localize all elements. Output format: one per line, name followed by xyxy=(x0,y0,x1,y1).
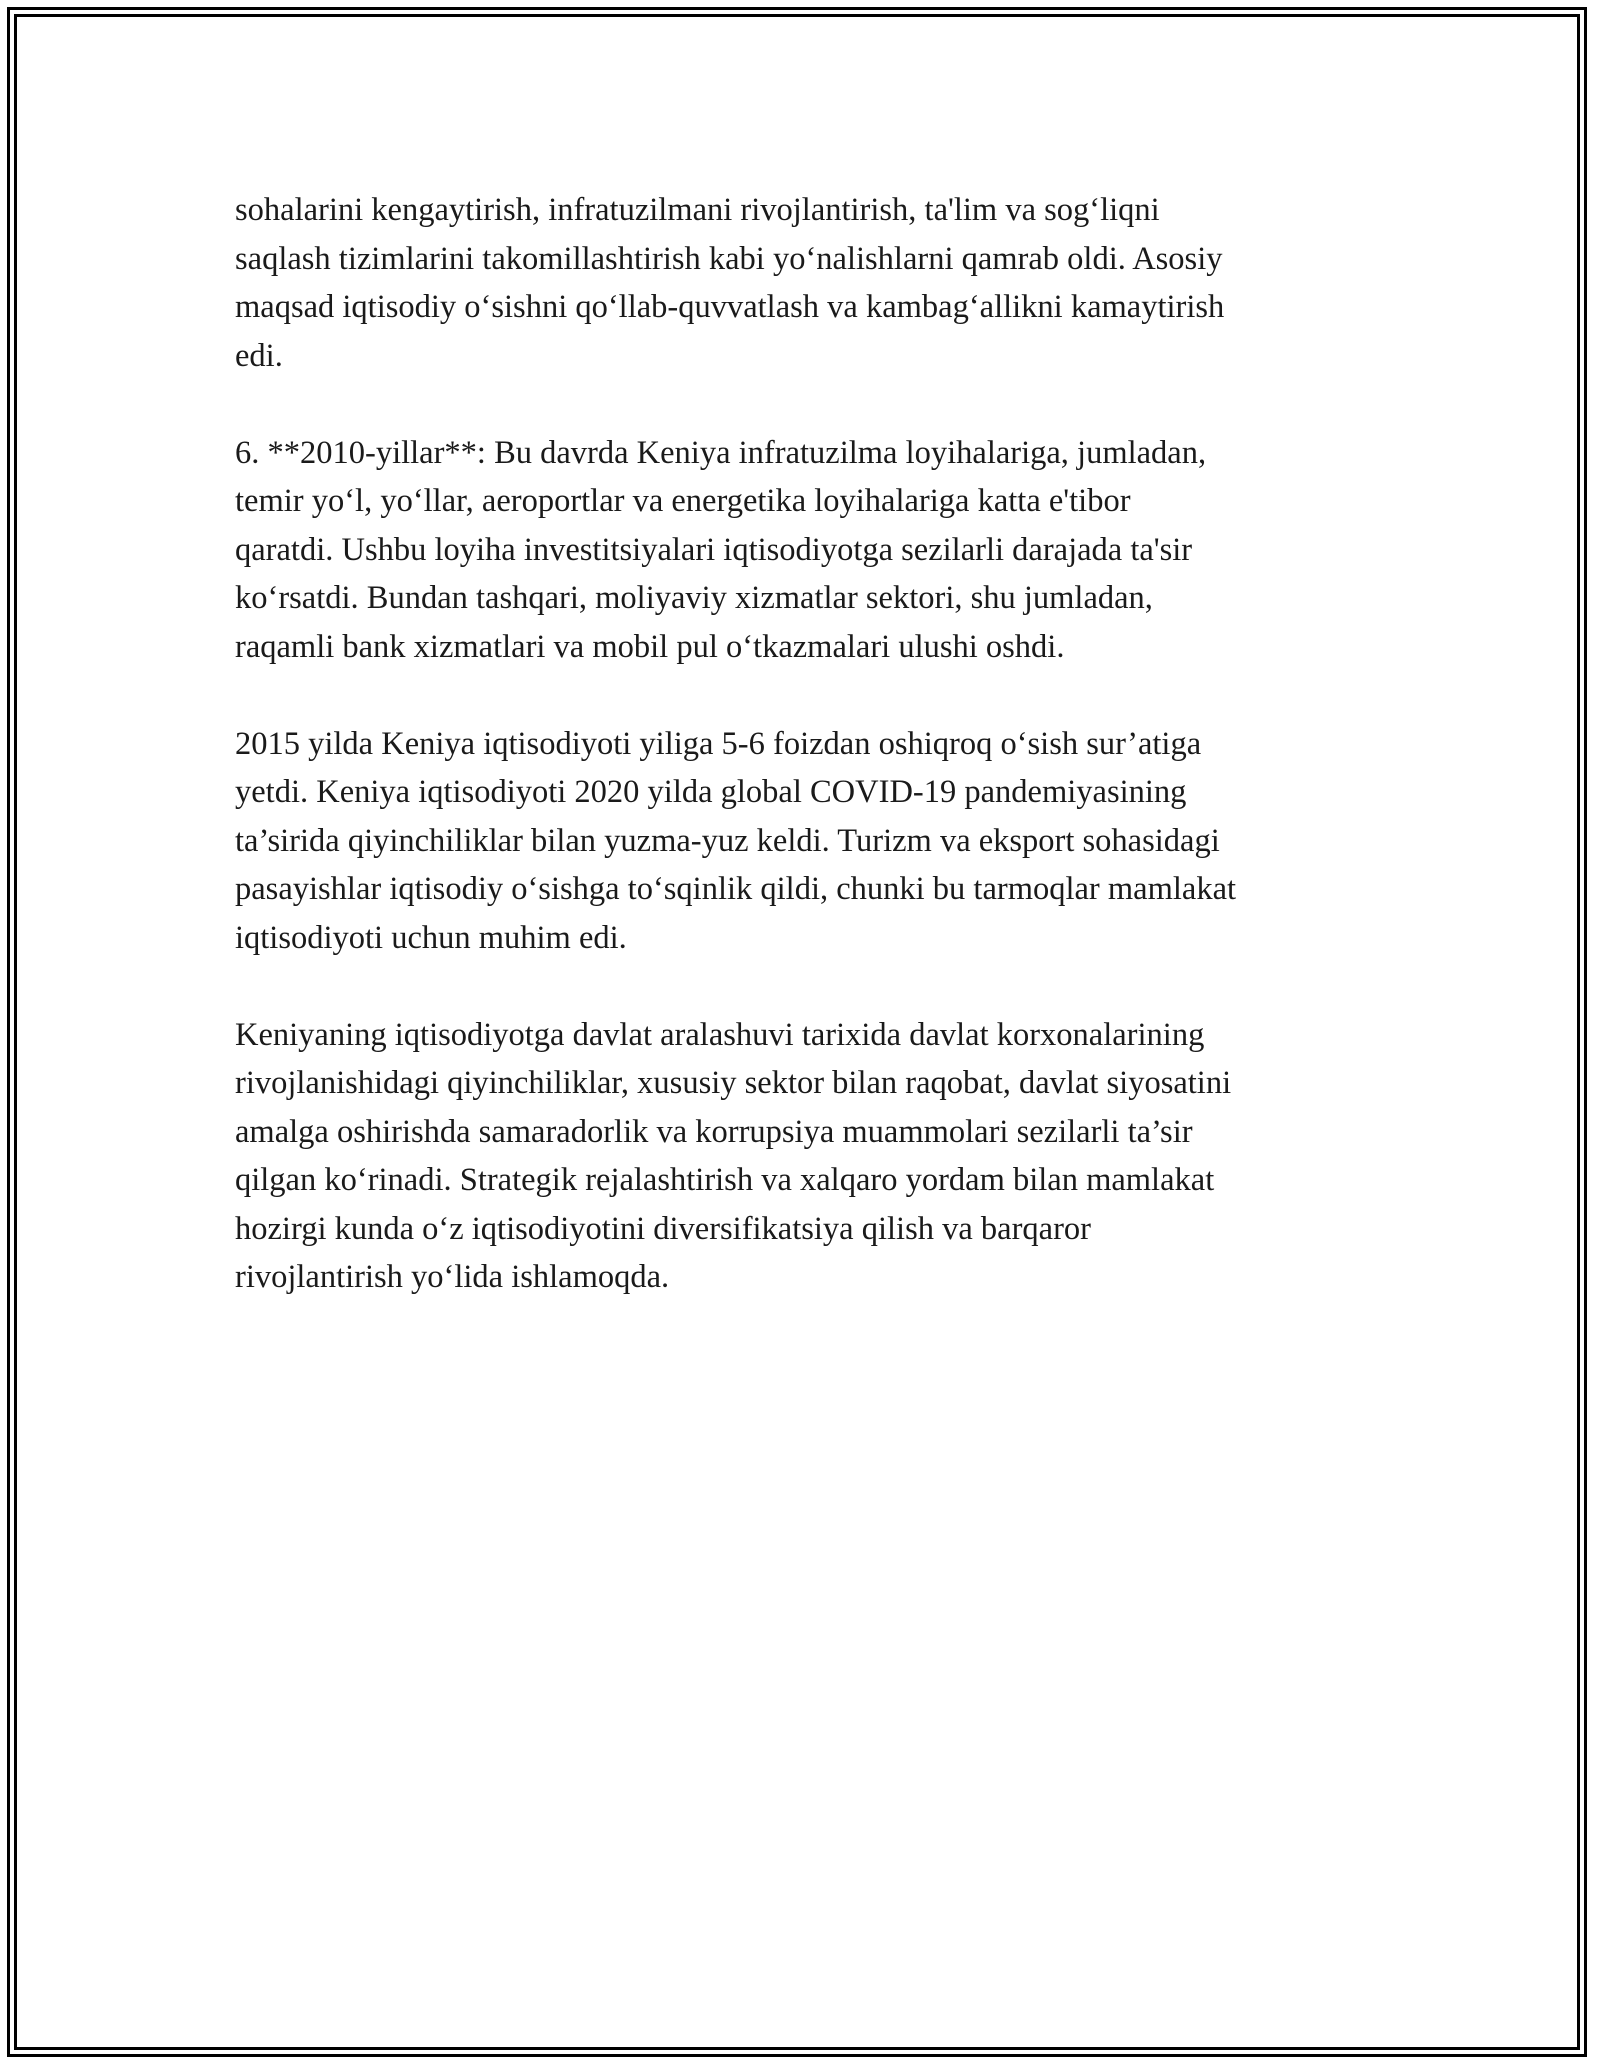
paragraph-4: Keniyaning iqtisodiyotga davlat aralashuvi tarixida davlat korxonalarining rivojlanishidagi qiyinchiliklar, xususiy sektor bilan raqobat, davlat siyosatini amalga oshirishda samaradorlik va korrupsiya muammolari sezilarli ta’sir qilgan ko‘rinadi. Strategik rejalashtirish va xalqaro yordam bilan mamlakat hozirgi kunda o‘z iqtisodiyotini diversifikatsiya qilish va barqaror rivojlantirish yo‘lida ishlamoqda. xyxy=(235,1016,1232,1295)
paragraph-3: 2015 yilda Keniya iqtisodiyoti yiliga 5-6 foizdan oshiqroq o‘sish sur’atiga yetdi. Keniya iqtisodiyoti 2020 yilda global COVID-19 pandemiyasining ta’sirida qiyinchiliklar bilan yuzma-yuz keldi. Turizm va eksport sohasidagi pasayishlar iqtisodiy o‘sishga to‘sqinlik qildi, chunki bu tarmoqlar mamlakat iqtisodiyoti uchun muhim edi. xyxy=(235,725,1237,956)
paragraph-1: sohalarini kengaytirish, infratuzilmani rivojlantirish, ta'lim va sog‘liqni saqlash tizimlarini takomillashtirish kabi yo‘nalishlarni qamrab oldi. Asosiy maqsad iqtisodiy o‘sishni qo‘llab-quvvatlash va kambag‘allikni kamaytirish edi. xyxy=(235,192,1225,374)
paragraph-2010-yillar: 6. **2010-yillar**: Bu davrda Keniya infratuzilma loyihalariga, jumladan, temir yo‘l, yo‘llar, aeroportlar va energetika loyihalariga katta e'tibor qaratdi. Ushbu loyiha investitsiyalari iqtisodiyotga sezilarli darajada ta'sir ko‘rsatdi. Bundan tashqari, moliyaviy xizmatlar sektori, shu jumladan, raqamli bank xizmatlari va mobil pul o‘tkazmalari ulushi oshdi. xyxy=(235,434,1207,665)
document-body xyxy=(235,186,1370,1350)
